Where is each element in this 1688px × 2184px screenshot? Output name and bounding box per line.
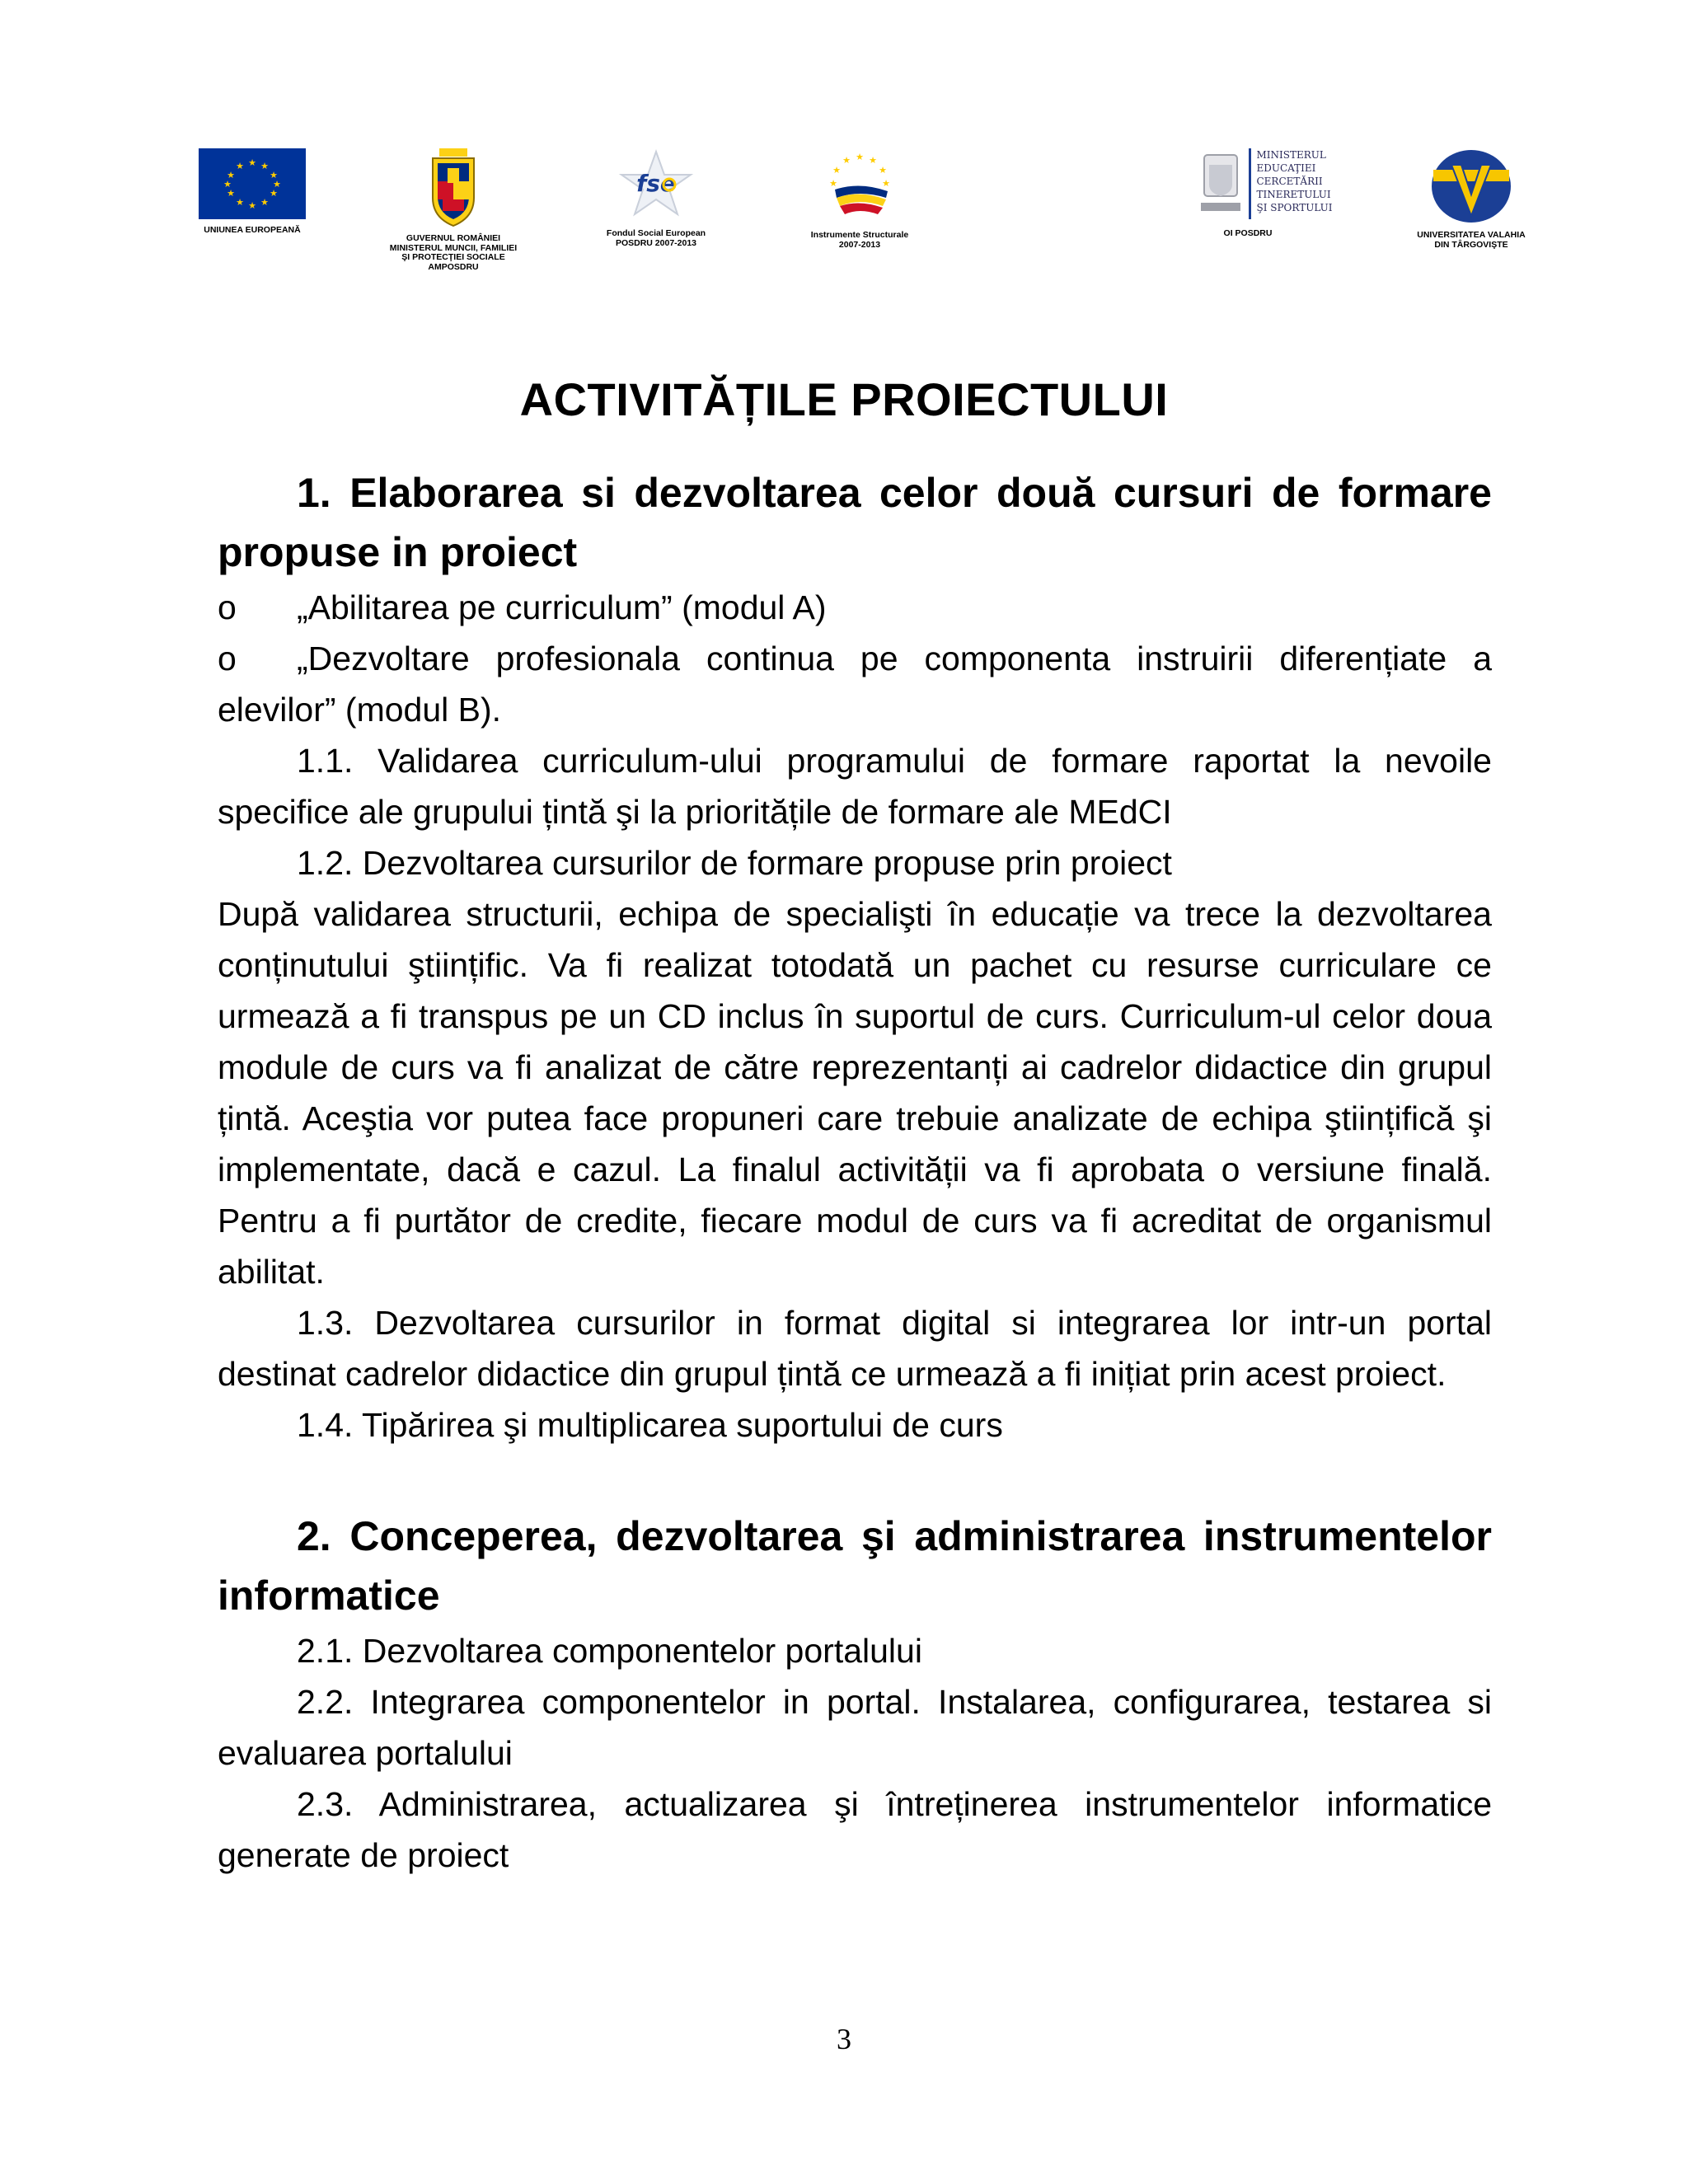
paragraph-1-1: 1.1. Validarea curriculum-ului programului de formare raportat la nevoile specifice ale grupului țintă şi la prioritățile de formare ale MEdCI — [218, 742, 1492, 831]
logo-valahia — [1409, 148, 1533, 250]
eu-flag-icon — [199, 148, 306, 219]
logo-caption: OI POSDRU — [1223, 228, 1273, 238]
fse-logo-text: fse — [636, 170, 676, 197]
section-1-heading: 1. Elaborarea si dezvoltarea celor două cursuri de formare propuse in proiect — [218, 470, 1492, 575]
svg-text:★: ★ — [248, 200, 256, 211]
logo-structural-instruments — [798, 148, 921, 250]
logo-ministry — [1195, 148, 1335, 239]
svg-text:★: ★ — [236, 197, 244, 208]
document-body — [218, 463, 1492, 1881]
paragraph-2-2: 2.2. Integrarea componentelor in portal. Instalarea, configurarea, testarea si evaluarea portalului — [218, 1683, 1492, 1772]
logo-caption: UNIVERSITATEA VALAHIA DIN TÂRGOVIŞTE — [1417, 230, 1526, 250]
logo-caption: UNIUNEA EUROPEANĂ — [204, 225, 301, 235]
section-2-heading: 2. Conceperea, dezvoltarea şi administrarea instrumentelor informatice — [218, 1513, 1492, 1619]
valahia-university-icon — [1430, 148, 1512, 224]
logo-eu — [199, 148, 306, 236]
bullet-marker: o — [218, 588, 237, 626]
paragraph-1-3: 1.3. Dezvoltarea cursurilor in format digital si integrarea lor intr-un portal destinat cadrelor didactice din grupul țintă ce urmează a fi inițiat prin acest proiect. — [218, 1304, 1492, 1393]
logo-caption: GUVERNUL ROMÂNIEI MINISTERUL MUNCII, FAMILIEI ŞI PROTECŢIEI SOCIALE AMPOSDRU — [389, 233, 518, 272]
svg-text:★: ★ — [260, 197, 269, 208]
svg-text:★: ★ — [227, 170, 235, 180]
svg-text:★: ★ — [882, 178, 890, 189]
paragraph-1-4: 1.4. Tipărirea şi multiplicarea suportului de curs — [297, 1406, 1003, 1444]
svg-text:★: ★ — [869, 155, 877, 166]
svg-text:★: ★ — [856, 152, 864, 162]
page-number: 3 — [837, 2022, 851, 2055]
logo-caption: Instrumente Structurale 2007-2013 — [810, 230, 909, 250]
svg-text:★: ★ — [832, 165, 841, 176]
paragraph-1-2-body: După validarea structurii, echipa de specialişti în educație va trece la dezvoltarea conținutului ştiințific. Va fi realizat totodată un pachet cu resurse curriculare ce urmează a fi transpus pe un CD inclus în suportul de curs. Curriculum-ul celor doua module de curs va fi analizat de către reprezentanți ai cadrelor didactice din grupul țintă. Aceştia vor putea face propuneri care trebuie analizate de echipa ştiințifică şi implementate, dacă e cazul. La finalul activității va fi aprobata o versiune finală. Pentru a fi purtător de credite, fiecare modul de curs va fi acreditat de organismul abilitat. — [218, 895, 1492, 1291]
svg-text:★: ★ — [248, 157, 256, 168]
paragraph-2-3: 2.3. Administrarea, actualizarea şi întreținerea instrumentelor informatice generate de proiect — [218, 1785, 1492, 1874]
bullet-text: „Abilitarea pe curriculum” (modul A) — [297, 588, 827, 626]
paragraph-1-2: 1.2. Dezvoltarea cursurilor de formare propuse prin proiect — [297, 844, 1172, 882]
paragraph-2-1: 2.1. Dezvoltarea componentelor portalului — [297, 1632, 922, 1670]
svg-text:★: ★ — [273, 179, 281, 190]
logo-fse — [590, 148, 722, 248]
list-item — [218, 633, 1492, 735]
svg-text:★: ★ — [829, 178, 837, 189]
ministry-emblem-icon — [1198, 148, 1244, 219]
bullet-marker: o — [218, 640, 237, 677]
romania-coat-of-arms-icon — [428, 148, 479, 227]
svg-text:★: ★ — [842, 155, 851, 166]
svg-text:★: ★ — [879, 165, 887, 176]
logo-government — [371, 148, 536, 272]
fse-logo-icon — [617, 148, 696, 223]
svg-text:★: ★ — [227, 188, 235, 199]
bullet-text-line: „Dezvoltare profesionala continua pe componenta instruirii diferențiate a elevilor” (modul B). — [218, 640, 1492, 729]
svg-text:★: ★ — [270, 170, 278, 180]
page-title: ACTIVITĂȚILE PROIECTULUI — [519, 373, 1169, 425]
ministry-name: MINISTERUL EDUCAŢIEI CERCETĂRII TINERETULUI ŞI SPORTULUI — [1256, 149, 1333, 213]
svg-text:★: ★ — [223, 179, 232, 190]
svg-text:★: ★ — [260, 161, 269, 171]
svg-text:★: ★ — [236, 161, 244, 171]
logo-caption: Fondul Social European POSDRU 2007-2013 — [606, 228, 706, 248]
structural-instruments-icon — [817, 148, 903, 224]
list-item — [218, 582, 1492, 633]
bullet-text — [218, 633, 1492, 735]
svg-text:★: ★ — [270, 188, 278, 199]
ministry-education-icon — [1195, 148, 1335, 223]
